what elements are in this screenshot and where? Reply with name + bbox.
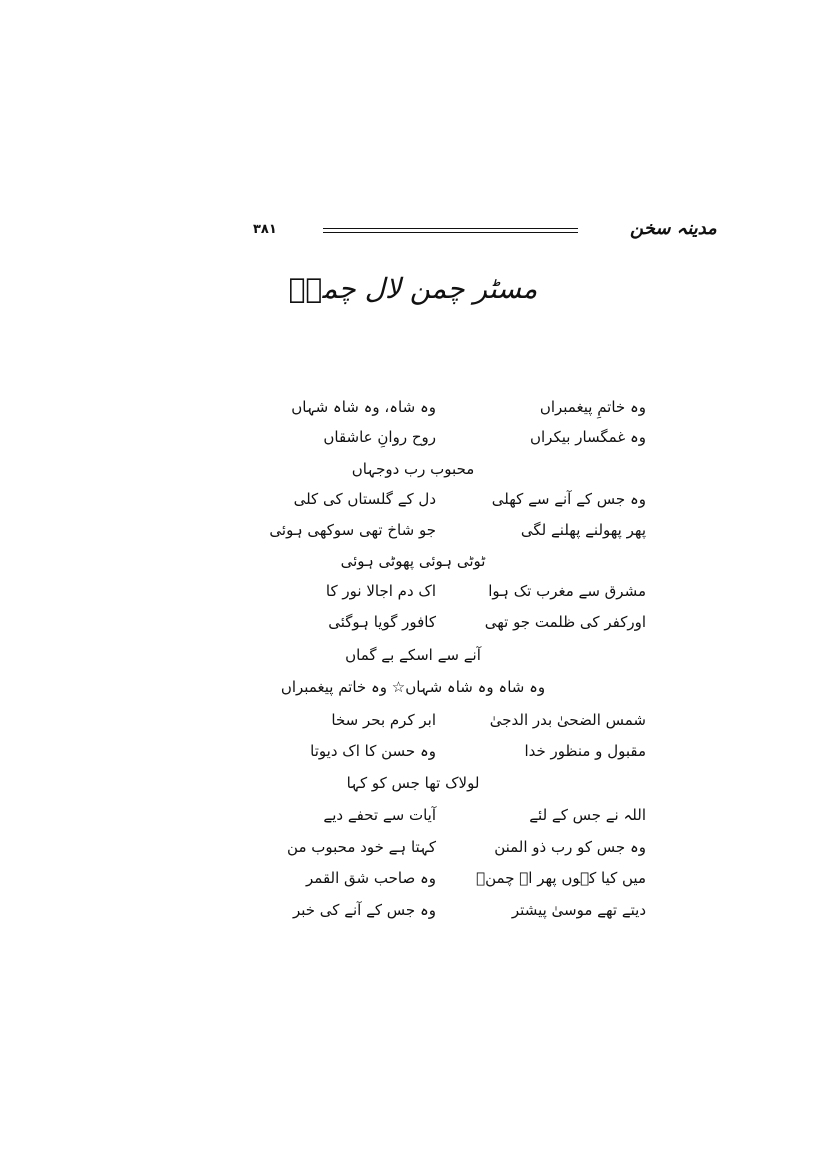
- second-hemistich: آیات سے تحفے دیے: [323, 806, 436, 824]
- poem-line: [0, 613, 826, 643]
- poem-refrain: وہ شاہ وہ شاہ شہاں☆ وہ خاتم پیغمبراں: [280, 678, 546, 696]
- second-hemistich: وہ صاحب شق القمر: [306, 869, 436, 887]
- poem-line: [0, 774, 826, 804]
- first-hemistich: شمس الضحیٰ بدر الدجیٰ: [489, 711, 646, 729]
- poem-line: [0, 711, 826, 741]
- first-hemistich: وہ غمگسار بیکراں: [529, 428, 646, 446]
- poem-line: [0, 428, 826, 458]
- first-hemistich: دیتے تھے موسیٰ پیشتر: [511, 901, 646, 919]
- poem-line: [0, 521, 826, 551]
- poem-line: [0, 460, 826, 490]
- second-hemistich: وہ حسن کا اک دیوتا: [310, 742, 436, 760]
- second-hemistich: کافور گویا ہوگئی: [328, 613, 436, 631]
- poem-line: [0, 806, 826, 836]
- poem-line: [0, 901, 826, 931]
- second-hemistich: اک دم اجالا نور کا: [325, 582, 436, 600]
- first-hemistich: اورکفر کی ظلمت جو تھی: [484, 613, 646, 631]
- second-hemistich: روح روانِ عاشقاں: [323, 428, 436, 446]
- second-hemistich: کہتا ہے خود محبوب من: [287, 838, 436, 856]
- second-hemistich: وہ شاہ، وہ شاہ شہاں: [291, 398, 436, 416]
- poem-refrain: محبوب رب دوجہاں: [351, 460, 475, 478]
- first-hemistich: وہ خاتمِ پیغمبراں: [539, 398, 646, 416]
- poem-line: [0, 838, 826, 868]
- poem-refrain: ٹوٹی ہوئی پھوٹی ہوئی: [340, 552, 486, 570]
- poem-line: [0, 646, 826, 676]
- first-hemistich: مشرق سے مغرب تک ہوا: [488, 582, 646, 600]
- second-hemistich: جو شاخ تھی سوکھی ہوئی: [269, 521, 436, 539]
- first-hemistich: پھر پھولنے پھلنے لگی: [520, 521, 646, 539]
- poem-line: [0, 678, 826, 708]
- poem-line: [0, 742, 826, 772]
- poem-line: [0, 490, 826, 520]
- first-hemistich: مقبول و منظور خدا: [524, 742, 646, 760]
- second-hemistich: دل کے گلستاں کی کلی: [293, 490, 436, 508]
- poem-line: [0, 398, 826, 428]
- first-hemistich: میں کیا کہوں پھر اے چمنؔ: [476, 869, 646, 887]
- page-number: ۳۸۱: [253, 222, 277, 237]
- poem-line: [0, 552, 826, 582]
- poem-title: مسٹر چمن لال چمنؔ: [288, 272, 538, 305]
- first-hemistich: وہ جس کے آنے سے کھلی: [491, 490, 646, 508]
- poem-refrain: لولاک تھا جس کو کہا: [346, 774, 480, 792]
- poem-line: [0, 869, 826, 899]
- poem-refrain: آنے سے اسکے بے گماں: [345, 646, 481, 664]
- first-hemistich: اللہ نے جس کے لئے: [529, 806, 646, 824]
- second-hemistich: وہ جس کے آنے کی خبر: [292, 901, 436, 919]
- second-hemistich: ابر کرم بحر سخا: [331, 711, 436, 729]
- running-title: مدینہ سخن: [630, 218, 717, 239]
- poem-line: [0, 582, 826, 612]
- first-hemistich: وہ جس کو رب ذو المنن: [494, 838, 646, 856]
